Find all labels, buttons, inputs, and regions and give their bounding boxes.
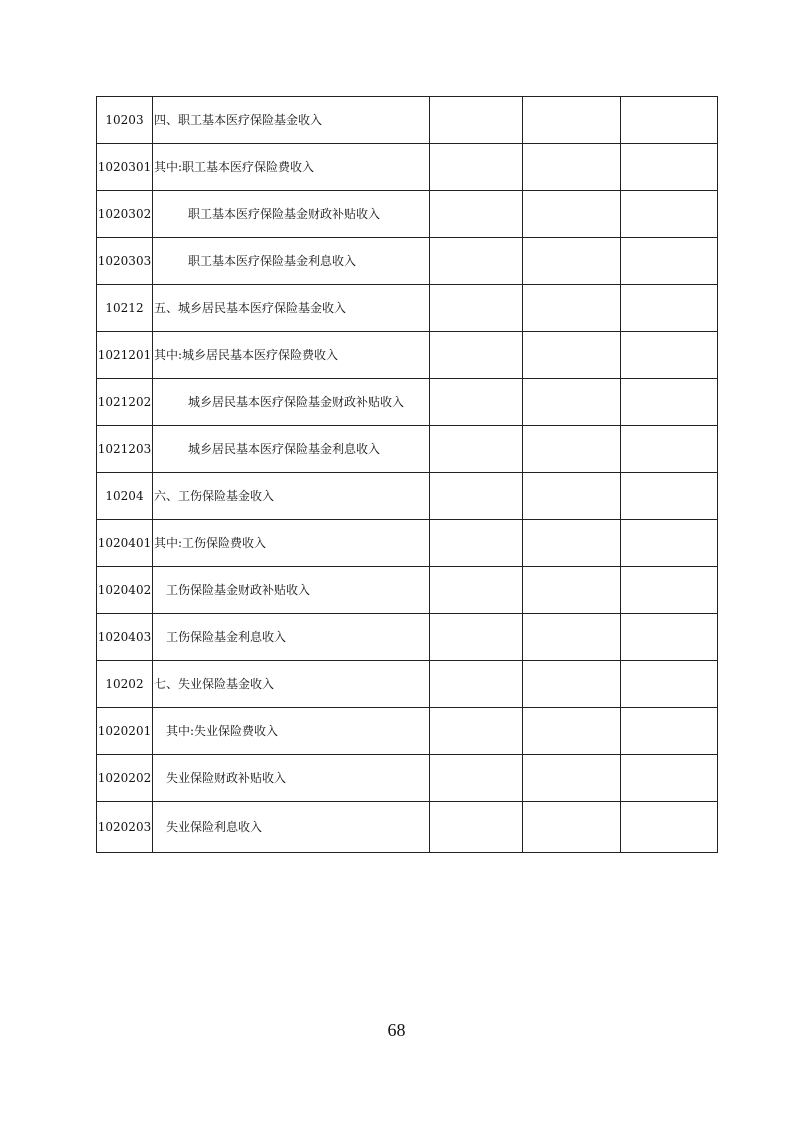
account-code-cell: 1020403 (97, 614, 153, 661)
amount-cell-2 (523, 614, 621, 661)
amount-cell-1 (430, 97, 523, 144)
amount-cell-3 (621, 238, 718, 285)
amount-cell-2 (523, 332, 621, 379)
amount-cell-1 (430, 332, 523, 379)
table-row (97, 97, 718, 144)
account-name-cell: 失业保险财政补贴收入 (153, 755, 430, 802)
amount-cell-2 (523, 379, 621, 426)
amount-cell-2 (523, 144, 621, 191)
amount-cell-2 (523, 191, 621, 238)
table-row (97, 285, 718, 332)
amount-cell-3 (621, 661, 718, 708)
amount-cell-1 (430, 379, 523, 426)
amount-cell-3 (621, 426, 718, 473)
account-code-cell: 10204 (97, 473, 153, 520)
table-row (97, 614, 718, 661)
account-name-cell: 其中:职工基本医疗保险费收入 (153, 144, 430, 191)
table-row (97, 755, 718, 802)
amount-cell-1 (430, 661, 523, 708)
account-code-cell: 1020302 (97, 191, 153, 238)
insurance-fund-income-table (96, 96, 718, 853)
amount-cell-3 (621, 567, 718, 614)
amount-cell-3 (621, 614, 718, 661)
amount-cell-2 (523, 520, 621, 567)
account-code-cell: 1020402 (97, 567, 153, 614)
table-body (97, 97, 718, 853)
account-code-cell: 1020303 (97, 238, 153, 285)
account-code-cell: 10203 (97, 97, 153, 144)
table-row (97, 379, 718, 426)
account-name-cell: 五、城乡居民基本医疗保险基金收入 (153, 285, 430, 332)
account-name-cell: 城乡居民基本医疗保险基金财政补贴收入 (153, 379, 430, 426)
account-code-cell: 1021203 (97, 426, 153, 473)
table-row (97, 708, 718, 755)
amount-cell-3 (621, 473, 718, 520)
account-code-cell: 1021201 (97, 332, 153, 379)
table-row (97, 473, 718, 520)
amount-cell-2 (523, 473, 621, 520)
amount-cell-1 (430, 708, 523, 755)
amount-cell-3 (621, 520, 718, 567)
amount-cell-1 (430, 614, 523, 661)
account-name-cell: 职工基本医疗保险基金利息收入 (153, 238, 430, 285)
amount-cell-2 (523, 708, 621, 755)
account-name-cell: 工伤保险基金利息收入 (153, 614, 430, 661)
account-name-cell: 城乡居民基本医疗保险基金利息收入 (153, 426, 430, 473)
account-name-cell: 失业保险利息收入 (153, 802, 430, 853)
amount-cell-1 (430, 426, 523, 473)
amount-cell-3 (621, 144, 718, 191)
amount-cell-2 (523, 285, 621, 332)
account-name-cell: 其中:失业保险费收入 (153, 708, 430, 755)
table-row (97, 661, 718, 708)
account-name-cell: 七、失业保险基金收入 (153, 661, 430, 708)
account-name-cell: 工伤保险基金财政补贴收入 (153, 567, 430, 614)
amount-cell-1 (430, 238, 523, 285)
amount-cell-1 (430, 520, 523, 567)
amount-cell-2 (523, 426, 621, 473)
account-code-cell: 1020202 (97, 755, 153, 802)
amount-cell-1 (430, 802, 523, 853)
table-row (97, 802, 718, 853)
amount-cell-2 (523, 567, 621, 614)
page-number: 68 (387, 1020, 406, 1040)
account-code-cell: 1020201 (97, 708, 153, 755)
amount-cell-1 (430, 473, 523, 520)
amount-cell-1 (430, 285, 523, 332)
amount-cell-3 (621, 379, 718, 426)
account-code-cell: 1020401 (97, 520, 153, 567)
account-name-cell: 四、职工基本医疗保险基金收入 (153, 97, 430, 144)
table-row (97, 144, 718, 191)
amount-cell-1 (430, 144, 523, 191)
amount-cell-3 (621, 332, 718, 379)
amount-cell-2 (523, 97, 621, 144)
account-code-cell: 1020301 (97, 144, 153, 191)
amount-cell-1 (430, 755, 523, 802)
table-row (97, 426, 718, 473)
amount-cell-1 (430, 191, 523, 238)
amount-cell-3 (621, 285, 718, 332)
table-row (97, 191, 718, 238)
table-row (97, 238, 718, 285)
amount-cell-2 (523, 661, 621, 708)
amount-cell-1 (430, 567, 523, 614)
account-name-cell: 其中:城乡居民基本医疗保险费收入 (153, 332, 430, 379)
table-row (97, 520, 718, 567)
account-name-cell: 职工基本医疗保险基金财政补贴收入 (153, 191, 430, 238)
amount-cell-2 (523, 238, 621, 285)
amount-cell-3 (621, 97, 718, 144)
account-name-cell: 其中:工伤保险费收入 (153, 520, 430, 567)
amount-cell-3 (621, 755, 718, 802)
account-name-cell: 六、工伤保险基金收入 (153, 473, 430, 520)
amount-cell-3 (621, 802, 718, 853)
account-code-cell: 10212 (97, 285, 153, 332)
amount-cell-2 (523, 802, 621, 853)
amount-cell-3 (621, 708, 718, 755)
amount-cell-3 (621, 191, 718, 238)
account-code-cell: 10202 (97, 661, 153, 708)
account-code-cell: 1021202 (97, 379, 153, 426)
account-code-cell: 1020203 (97, 802, 153, 853)
table-row (97, 567, 718, 614)
amount-cell-2 (523, 755, 621, 802)
table-row (97, 332, 718, 379)
